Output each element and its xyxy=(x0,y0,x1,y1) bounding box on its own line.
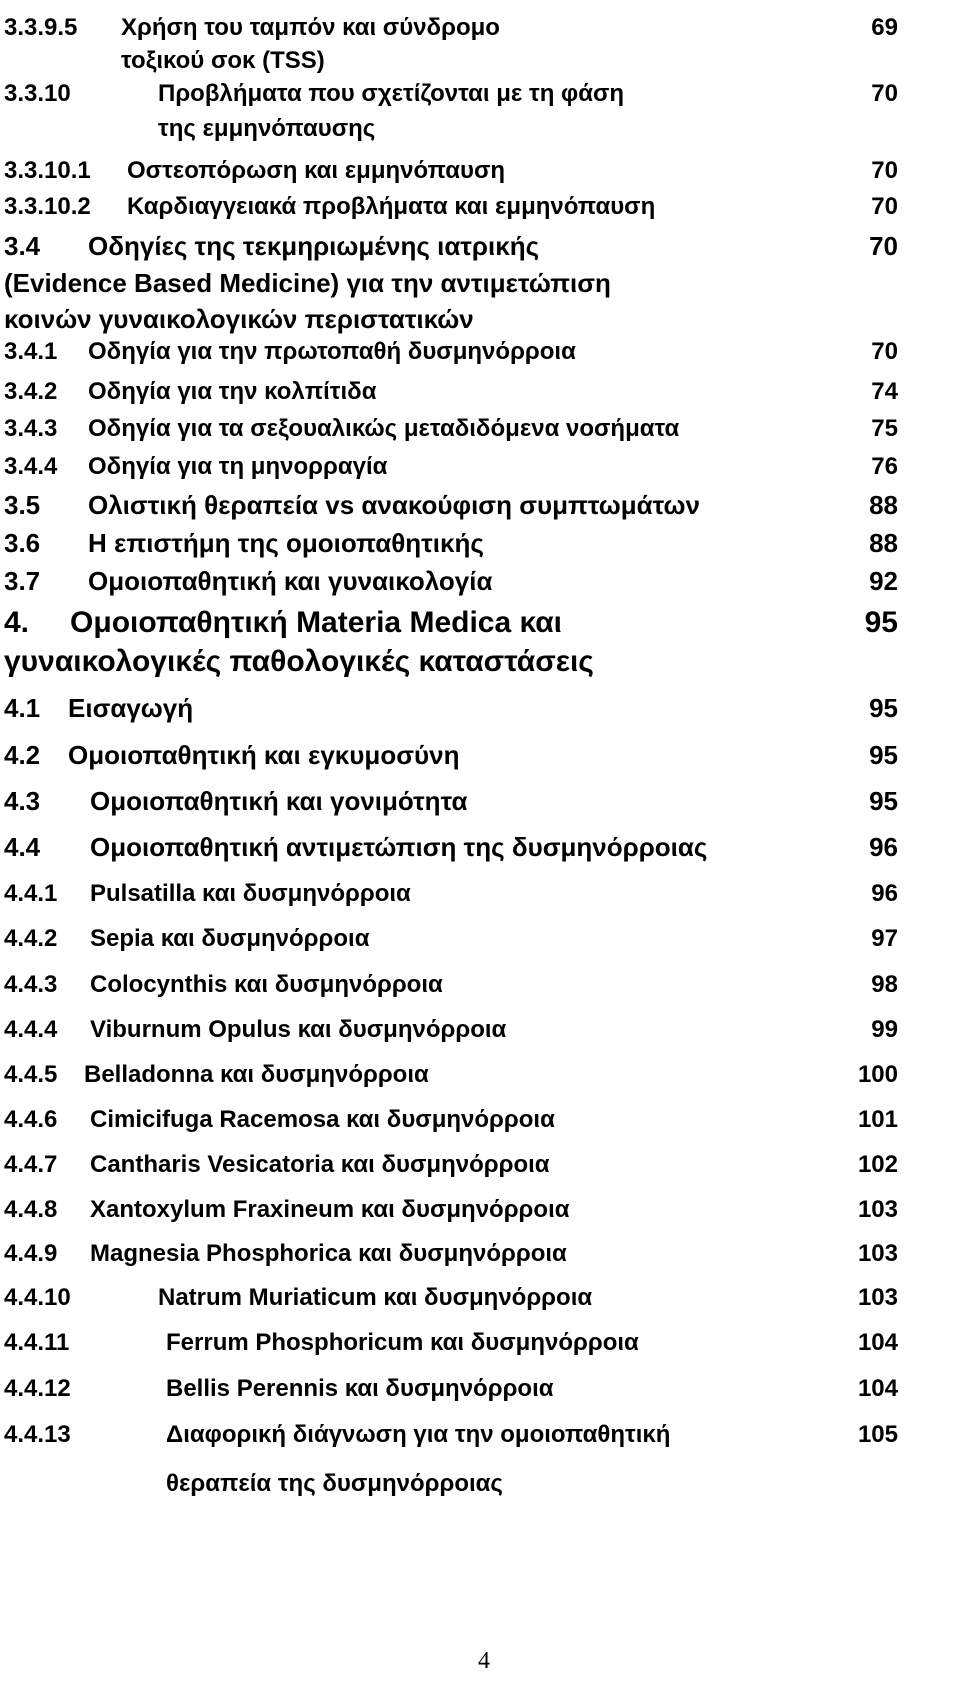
toc-entry-line xyxy=(0,378,960,410)
toc-section-number: 4.4.10 xyxy=(4,1284,71,1311)
toc-entry-line xyxy=(0,1240,960,1272)
toc-section-number: 3.6 xyxy=(4,528,41,558)
toc-section-number: 4.4.13 xyxy=(4,1421,71,1448)
toc-page-number: 104 xyxy=(857,1329,898,1356)
toc-entry-line xyxy=(0,115,960,147)
toc-section-title: κοινών γυναικολογικών περιστατικών xyxy=(4,304,474,334)
toc-section-title: Οδηγία για τη μηνορραγία xyxy=(88,453,388,480)
toc-entry-line xyxy=(0,693,960,727)
toc-page-number: 75 xyxy=(871,415,898,442)
toc-section-title: Διαφορική διάγνωση για την ομοιοπαθητική xyxy=(166,1421,671,1448)
toc-entry-line xyxy=(0,193,960,225)
toc-section-title: Belladonna και δυσμηνόρροια xyxy=(84,1061,429,1088)
toc-section-number: 3.3.10.1 xyxy=(4,157,91,184)
toc-section-title: Viburnum Opulus και δυσμηνόρροια xyxy=(90,1016,507,1043)
toc-section-title: γυναικολογικές παθολογικές καταστάσεις xyxy=(4,645,594,678)
toc-page-number: 101 xyxy=(857,1106,898,1133)
toc-page-number: 98 xyxy=(871,971,898,998)
toc-section-title: Ομοιοπαθητική και γυναικολογία xyxy=(88,566,493,596)
toc-section-number: 4.4.1 xyxy=(4,880,58,907)
toc-section-number: 4.4.3 xyxy=(4,971,58,998)
toc-page-number: 92 xyxy=(869,566,898,596)
toc-entry-line xyxy=(0,528,960,562)
toc-entry-line xyxy=(0,14,960,46)
toc-section-title: Cimicifuga Racemosa και δυσμηνόρροια xyxy=(90,1106,555,1133)
toc-page-number: 99 xyxy=(871,1016,898,1043)
toc-page-number: 103 xyxy=(857,1196,898,1223)
toc-page-number: 102 xyxy=(857,1151,898,1178)
toc-page-number: 70 xyxy=(871,193,898,220)
toc-entry-line xyxy=(0,786,960,820)
toc-section-number: 3.5 xyxy=(4,490,41,520)
toc-section-number: 3.4 xyxy=(4,231,41,261)
toc-section-title: Ομοιοπαθητική αντιμετώπιση της δυσμηνόρροιας xyxy=(90,832,708,862)
toc-entry-line xyxy=(0,1196,960,1228)
toc-page-number: 97 xyxy=(871,925,898,952)
toc-section-title: Οδηγία για τα σεξουαλικώς μεταδιδόμενα νοσήματα xyxy=(88,415,680,442)
toc-section-number: 4.4.4 xyxy=(4,1016,58,1043)
toc-section-number: 3.3.10.2 xyxy=(4,193,91,220)
toc-section-title: Καρδιαγγειακά προβλήματα και εμμηνόπαυση xyxy=(127,193,656,220)
toc-section-number: 4.4.9 xyxy=(4,1240,58,1267)
toc-section-number: 4.4.7 xyxy=(4,1151,58,1178)
toc-section-number: 4.4.12 xyxy=(4,1375,71,1402)
toc-section-title: Magnesia Phosphorica και δυσμηνόρροια xyxy=(90,1240,567,1267)
toc-entry-line xyxy=(0,1329,960,1361)
toc-entry-line xyxy=(0,1151,960,1183)
toc-section-number: 4.3 xyxy=(4,786,41,816)
toc-section-title: Natrum Muriaticum και δυσμηνόρροια xyxy=(158,1284,593,1311)
toc-entry-line xyxy=(0,971,960,1003)
toc-entry-line xyxy=(0,1470,960,1502)
toc-entry-line xyxy=(0,740,960,774)
toc-section-title: Sepia και δυσμηνόρροια xyxy=(90,925,370,952)
toc-section-number: 3.4.4 xyxy=(4,453,58,480)
toc-page-number: 95 xyxy=(864,606,898,639)
toc-entry-line xyxy=(0,80,960,112)
toc-section-number: 3.4.1 xyxy=(4,338,58,365)
toc-page-number: 100 xyxy=(857,1061,898,1088)
toc-entry-line xyxy=(0,1016,960,1048)
toc-page-number: 69 xyxy=(871,14,898,41)
toc-entry-line xyxy=(0,606,960,644)
toc-entry-line xyxy=(0,1375,960,1407)
toc-section-number: 4.4 xyxy=(4,832,41,862)
toc-section-title: (Evidence Based Medicine) για την αντιμετώπιση xyxy=(4,268,611,298)
toc-section-title: Cantharis Vesicatoria και δυσμηνόρροια xyxy=(90,1151,550,1178)
toc-page-number: 104 xyxy=(857,1375,898,1402)
toc-section-title: θεραπεία της δυσμηνόρροιας xyxy=(166,1470,503,1497)
toc-section-number: 4.2 xyxy=(4,740,41,770)
toc-section-title: Ομοιοπαθητική Materia Medica και xyxy=(70,606,562,639)
toc-page-number: 95 xyxy=(869,740,898,770)
toc-entry-line xyxy=(0,338,960,370)
toc-page-number: 70 xyxy=(871,338,898,365)
toc-section-number: 4.4.5 xyxy=(4,1061,58,1088)
toc-section-number: 3.3.10 xyxy=(4,80,71,107)
toc-section-number: 4.1 xyxy=(4,693,41,723)
toc-section-title: τοξικού σοκ (TSS) xyxy=(121,47,325,74)
toc-entry-line xyxy=(0,453,960,485)
page-number: 4 xyxy=(478,1648,490,1674)
toc-entry-line xyxy=(0,47,960,79)
toc-entry-line xyxy=(0,1061,960,1093)
toc-page-number: 70 xyxy=(871,157,898,184)
toc-section-number: 4.4.11 xyxy=(4,1329,70,1356)
toc-entry-line xyxy=(0,1284,960,1316)
toc-section-number: 4.4.2 xyxy=(4,925,58,952)
toc-entry-line xyxy=(0,157,960,189)
toc-entry-line xyxy=(0,880,960,912)
toc-section-title: Οδηγία για την κολπίτιδα xyxy=(88,378,377,405)
toc-section-title: Xantoxylum Fraxineum και δυσμηνόρροια xyxy=(90,1196,570,1223)
toc-section-title: Οστεοπόρωση και εμμηνόπαυση xyxy=(127,157,506,184)
toc-section-title: της εμμηνόπαυσης xyxy=(158,115,376,142)
toc-page-number: 96 xyxy=(871,880,898,907)
toc-section-title: Η επιστήμη της ομοιοπαθητικής xyxy=(88,528,484,558)
toc-page-number: 70 xyxy=(869,231,898,261)
toc-entry-line xyxy=(0,231,960,265)
toc-section-title: Χρήση του ταμπόν και σύνδρομο xyxy=(121,14,500,41)
toc-section-title: Οδηγία για την πρωτοπαθή δυσμηνόρροια xyxy=(88,338,576,365)
toc-section-title: Pulsatilla και δυσμηνόρροια xyxy=(90,880,411,907)
toc-page-number: 74 xyxy=(871,378,898,405)
toc-section-title: Ομοιοπαθητική και γονιμότητα xyxy=(90,786,468,816)
toc-entry-line xyxy=(0,645,960,683)
toc-page-number: 95 xyxy=(869,786,898,816)
toc-section-title: Ολιστική θεραπεία vs ανακούφιση συμπτωμάτων xyxy=(88,490,700,520)
toc-section-title: Οδηγίες της τεκμηριωμένης ιατρικής xyxy=(88,231,540,261)
toc-section-number: 3.3.9.5 xyxy=(4,14,78,41)
toc-section-title: Bellis Perennis και δυσμηνόρροια xyxy=(166,1375,554,1402)
toc-page-number: 105 xyxy=(857,1421,898,1448)
toc-page-number: 88 xyxy=(869,490,898,520)
toc-page-number: 88 xyxy=(869,528,898,558)
toc-entry-line xyxy=(0,304,960,338)
toc-entry-line xyxy=(0,566,960,600)
toc-entry-line xyxy=(0,925,960,957)
toc-section-number: 4. xyxy=(4,606,30,639)
toc-section-title: Εισαγωγή xyxy=(68,693,194,723)
toc-section-number: 4.4.6 xyxy=(4,1106,58,1133)
toc-entry-line xyxy=(0,832,960,866)
toc-page-number: 96 xyxy=(869,832,898,862)
toc-section-title: Προβλήματα που σχετίζονται με τη φάση xyxy=(158,80,625,107)
toc-entry-line xyxy=(0,1106,960,1138)
toc-section-number: 3.4.3 xyxy=(4,415,58,442)
toc-section-title: Ferrum Phosphoricum και δυσμηνόρροια xyxy=(166,1329,639,1356)
toc-page-number: 70 xyxy=(871,80,898,107)
toc-page-number: 95 xyxy=(869,693,898,723)
toc-entry-line xyxy=(0,490,960,524)
toc-section-number: 4.4.8 xyxy=(4,1196,58,1223)
toc-section-title: Colocynthis και δυσμηνόρροια xyxy=(90,971,443,998)
toc-section-title: Ομοιοπαθητική και εγκυμοσύνη xyxy=(68,740,460,770)
toc-section-number: 3.7 xyxy=(4,566,41,596)
toc-page-number: 103 xyxy=(857,1284,898,1311)
toc-entry-line xyxy=(0,268,960,302)
toc-page-number: 103 xyxy=(857,1240,898,1267)
toc-section-number: 3.4.2 xyxy=(4,378,58,405)
toc-page-number: 76 xyxy=(871,453,898,480)
toc-entry-line xyxy=(0,1421,960,1453)
toc-entry-line xyxy=(0,415,960,447)
